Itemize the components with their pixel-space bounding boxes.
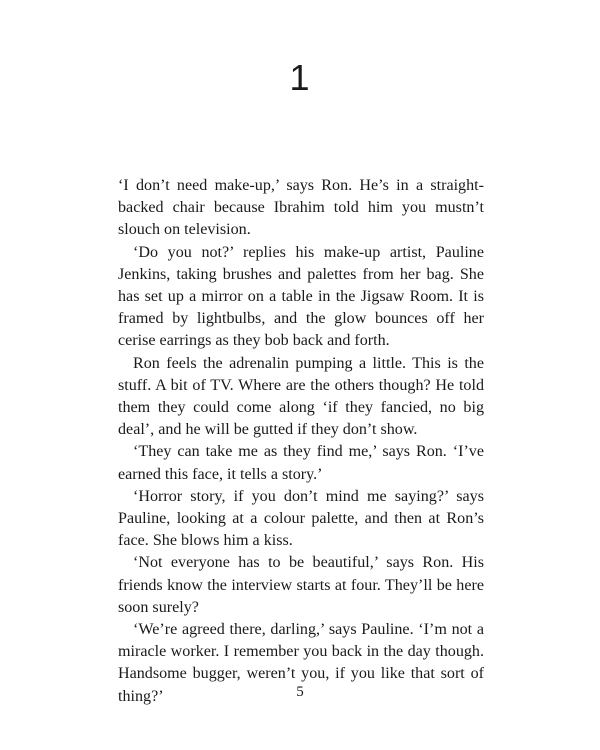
paragraph: ‘Not everyone has to be beautiful,’ says Ron. His friends know the interview starts at four. They’ll be here soon surely?: [118, 554, 484, 616]
paragraph: ‘I don’t need make-up,’ says Ron. He’s in a straight-backed chair because Ibrahim told him you mustn’t slouch on television.: [118, 177, 484, 239]
chapter-number: 1: [289, 57, 311, 98]
paragraph: ‘Do you not?’ replies his make-up artist, Pauline Jenkins, taking brushes and palettes from her bag. She has set up a mirror on a table in the Jigsaw Room. It is framed by lightbulbs, and the glow bounces off her cerise earrings as they bob back and forth.: [118, 243, 484, 350]
body-text: [118, 175, 484, 708]
paragraph: ‘Horror story, if you don’t mind me saying?’ says Pauline, looking at a colour palette, and then at Ron’s face. She blows him a kiss.: [118, 487, 484, 550]
paragraph: Ron feels the adrenalin pumping a little. This is the stuff. A bit of TV. Where are the others though? He told them they could come along ‘if they fancied, no big deal’, and he will be gutted if they don’t show.: [118, 354, 484, 439]
paragraph: ‘We’re agreed there, darling,’ says Pauline. ‘I’m not a miracle worker. I remember you back in the day though. Handsome bugger, weren’t you, if you like that sort of thing?’: [118, 621, 484, 705]
paragraph: ‘They can take me as they find me,’ says Ron. ‘I’ve earned this face, it tells a story.’: [118, 443, 484, 483]
page-number: 5: [296, 684, 304, 700]
